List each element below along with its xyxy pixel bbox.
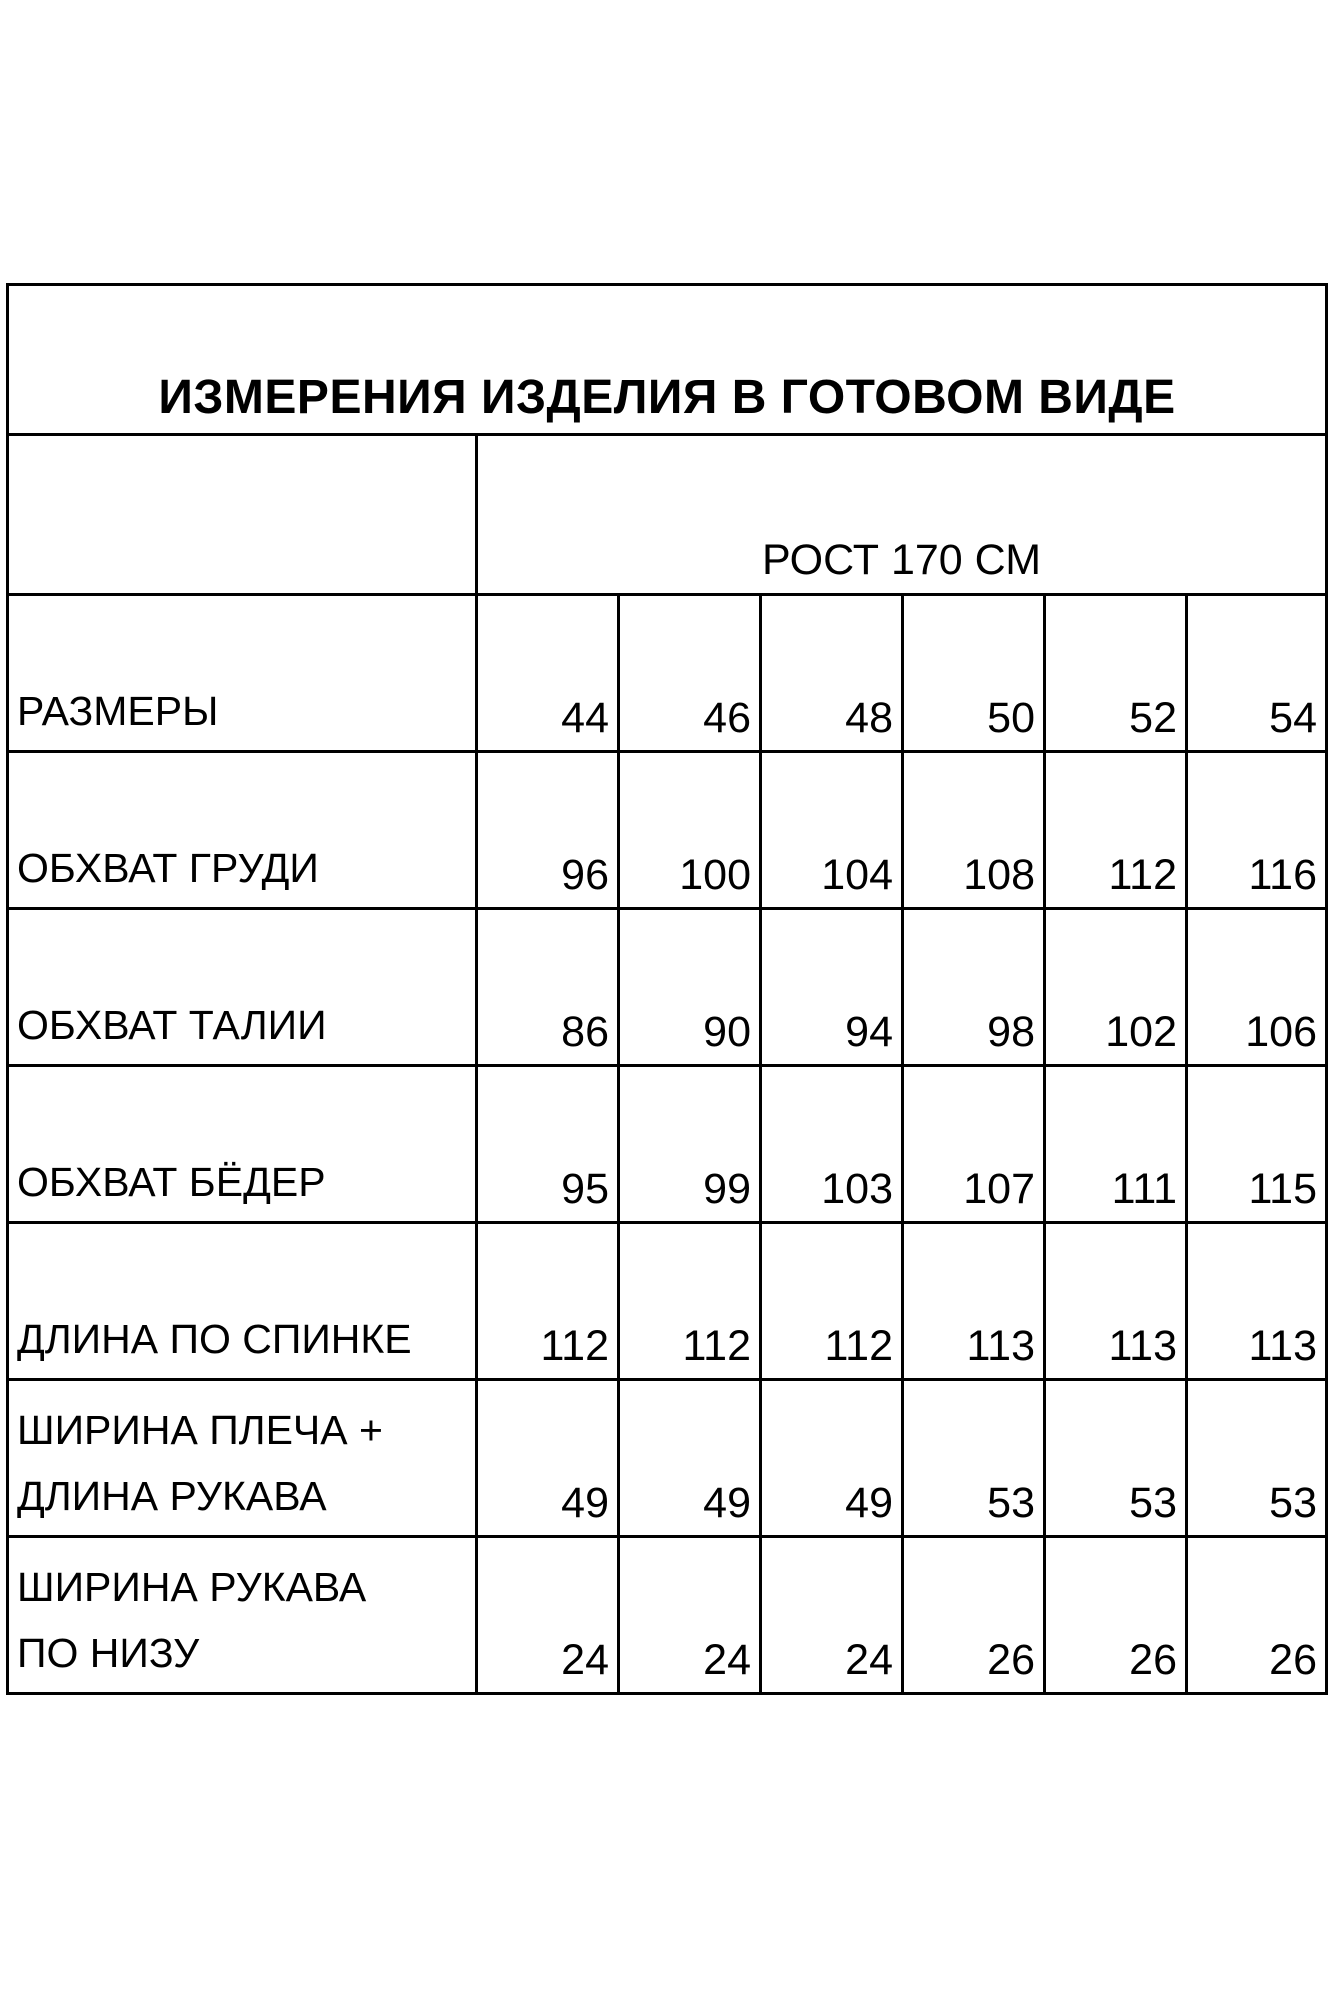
table-value: 50 xyxy=(987,694,1035,742)
table-value-cell xyxy=(759,1064,904,1224)
table-value: 112 xyxy=(682,1322,751,1370)
table-value: 111 xyxy=(1111,1165,1177,1213)
table-value-cell xyxy=(901,593,1046,753)
table-title: ИЗМЕРЕНИЯ ИЗДЕЛИЯ В ГОТОВОМ ВИДЕ xyxy=(158,371,1176,424)
table-value-cell xyxy=(617,1064,762,1224)
table-value: 26 xyxy=(1129,1636,1177,1684)
row-label: ШИРИНА ПЛЕЧА + ДЛИНА РУКАВА xyxy=(17,1407,383,1519)
table-value-cell xyxy=(1185,1378,1328,1538)
table-value: 107 xyxy=(963,1165,1035,1213)
height-label: РОСТ 170 СМ xyxy=(761,536,1042,584)
row-label: РАЗМЕРЫ xyxy=(17,688,219,734)
table-value-cell xyxy=(617,1378,762,1538)
table-value: 94 xyxy=(845,1008,893,1056)
table-value: 103 xyxy=(821,1165,893,1213)
table-value-cell xyxy=(901,750,1046,910)
table-value: 90 xyxy=(703,1008,751,1056)
table-value-cell xyxy=(1043,593,1188,753)
table-row-label-cell xyxy=(6,1221,478,1381)
table-value-cell xyxy=(475,593,620,753)
table-value-cell xyxy=(1185,1064,1328,1224)
table-value: 98 xyxy=(987,1008,1035,1056)
table-value: 112 xyxy=(824,1322,893,1370)
table-value-cell xyxy=(617,1535,762,1695)
table-value-cell xyxy=(901,1221,1046,1381)
table-value-cell xyxy=(759,1378,904,1538)
table-value: 26 xyxy=(987,1636,1035,1684)
table-value-cell xyxy=(1185,1535,1328,1695)
table-value: 113 xyxy=(966,1322,1035,1370)
table-row-label-cell xyxy=(6,907,478,1067)
table-value-cell xyxy=(1043,1064,1188,1224)
table-value: 48 xyxy=(845,694,893,742)
table-value: 26 xyxy=(1269,1636,1317,1684)
table-value-cell xyxy=(617,1221,762,1381)
table-value: 86 xyxy=(561,1008,609,1056)
height-header-cell xyxy=(475,433,1328,596)
table-value-cell xyxy=(759,593,904,753)
table-value-cell xyxy=(759,750,904,910)
table-value-cell xyxy=(617,907,762,1067)
table-value-cell xyxy=(901,1378,1046,1538)
table-value: 96 xyxy=(561,851,609,899)
table-value-cell xyxy=(475,750,620,910)
table-row-label-cell xyxy=(6,1535,478,1695)
table-value: 99 xyxy=(703,1165,751,1213)
table-value-cell xyxy=(1043,1221,1188,1381)
table-value-cell xyxy=(1043,1535,1188,1695)
table-value-cell xyxy=(617,593,762,753)
row-label: ОБХВАТ ТАЛИИ xyxy=(17,1002,327,1048)
table-value-cell xyxy=(475,907,620,1067)
table-title-cell xyxy=(6,283,1328,436)
table-value-cell xyxy=(617,750,762,910)
row-label: ОБХВАТ БЁДЕР xyxy=(17,1159,326,1205)
table-row-label-cell xyxy=(6,593,478,753)
table-value: 102 xyxy=(1105,1008,1177,1056)
table-value: 24 xyxy=(561,1636,609,1684)
table-value-cell xyxy=(475,1378,620,1538)
table-value: 115 xyxy=(1248,1165,1317,1213)
table-value: 106 xyxy=(1245,1008,1317,1056)
table-value: 49 xyxy=(561,1479,609,1527)
table-value: 112 xyxy=(540,1322,609,1370)
table-value: 49 xyxy=(845,1479,893,1527)
table-row-label-cell xyxy=(6,750,478,910)
row-label: ШИРИНА РУКАВА ПО НИЗУ xyxy=(17,1564,367,1676)
table-value: 54 xyxy=(1269,694,1317,742)
table-value-cell xyxy=(901,907,1046,1067)
table-value-cell xyxy=(1185,750,1328,910)
table-value: 104 xyxy=(821,851,893,899)
table-value: 53 xyxy=(1269,1479,1317,1527)
row-label: ОБХВАТ ГРУДИ xyxy=(17,845,319,891)
table-value-cell xyxy=(1185,907,1328,1067)
table-value-cell xyxy=(759,907,904,1067)
table-value: 100 xyxy=(679,851,751,899)
table-value-cell xyxy=(475,1221,620,1381)
table-value-cell xyxy=(901,1535,1046,1695)
table-value-cell xyxy=(901,1064,1046,1224)
table-value-cell xyxy=(1043,750,1188,910)
table-value-cell xyxy=(1043,1378,1188,1538)
table-value-cell xyxy=(1185,593,1328,753)
table-value-cell xyxy=(475,1535,620,1695)
table-value: 113 xyxy=(1108,1322,1177,1370)
table-value: 108 xyxy=(963,851,1035,899)
table-value-cell xyxy=(759,1221,904,1381)
table-value: 46 xyxy=(703,694,751,742)
table-value: 52 xyxy=(1129,694,1177,742)
table-value-cell xyxy=(475,1064,620,1224)
table-value: 113 xyxy=(1248,1322,1317,1370)
table-value: 44 xyxy=(561,694,609,742)
label-header-cell xyxy=(6,433,478,596)
table-value-cell xyxy=(759,1535,904,1695)
table-value: 112 xyxy=(1108,851,1177,899)
table-value: 53 xyxy=(987,1479,1035,1527)
table-value-cell xyxy=(1043,907,1188,1067)
table-value: 49 xyxy=(703,1479,751,1527)
table-row-label-cell xyxy=(6,1064,478,1224)
table-value: 53 xyxy=(1129,1479,1177,1527)
row-label: ДЛИНА ПО СПИНКЕ xyxy=(17,1316,412,1362)
table-value: 95 xyxy=(561,1165,609,1213)
table-value: 24 xyxy=(845,1636,893,1684)
table-row-label-cell xyxy=(6,1378,478,1538)
size-chart-table xyxy=(6,283,1328,1716)
table-value: 116 xyxy=(1248,851,1317,899)
table-value-cell xyxy=(1185,1221,1328,1381)
table-value: 24 xyxy=(703,1636,751,1684)
